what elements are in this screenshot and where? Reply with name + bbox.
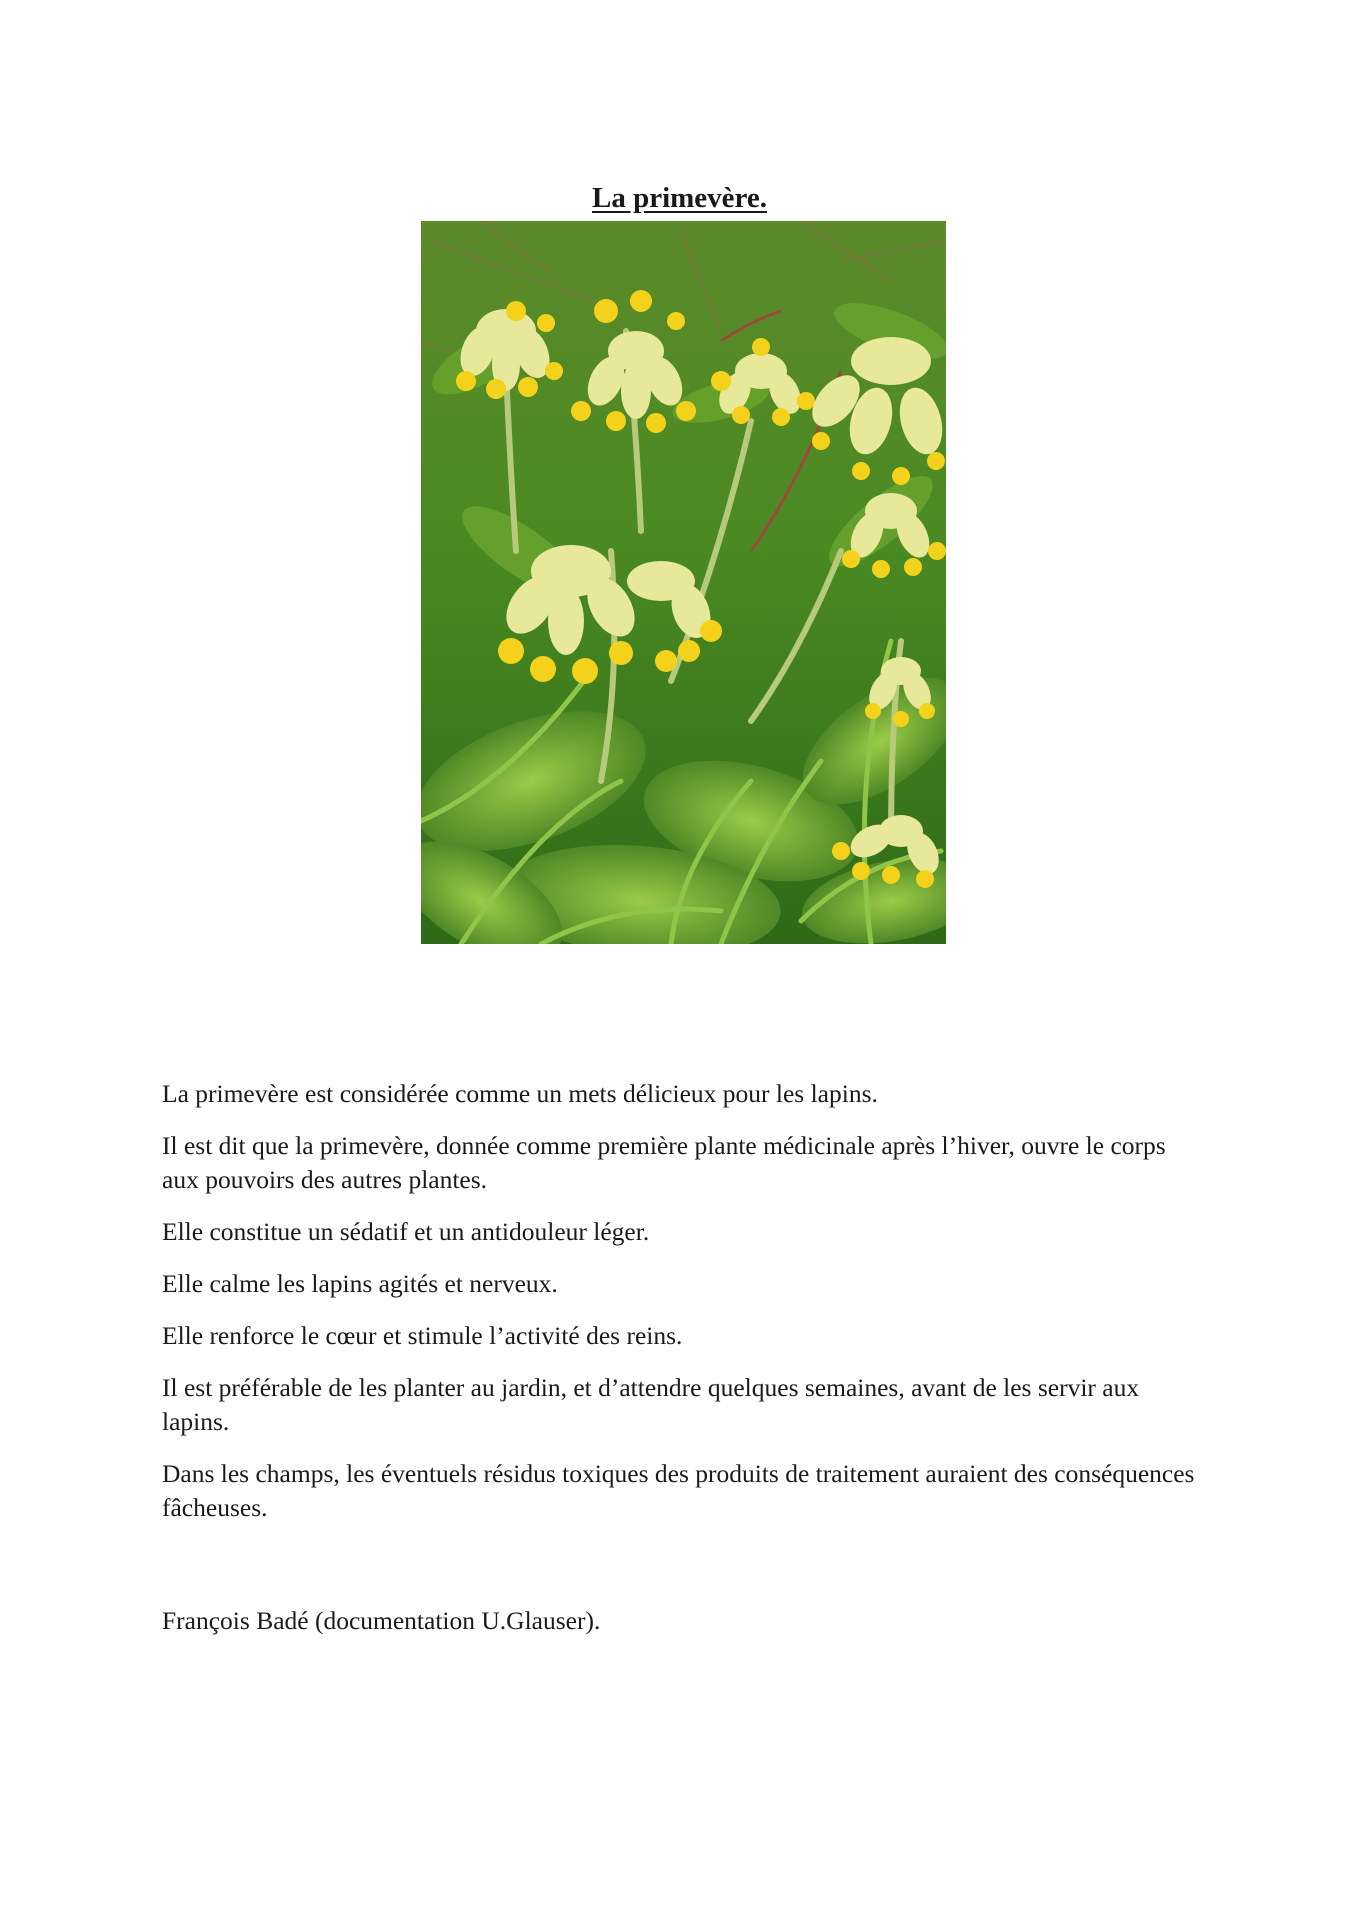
paragraph-2: Il est dit que la primevère, donnée comme première plante médicinale après l’hiver, ouvre le corps aux pouvoirs des autres plantes. (162, 1131, 1166, 1194)
primrose-photo (421, 221, 946, 944)
author-signature: François Badé (documentation U.Glauser). (162, 1606, 601, 1635)
paragraph-4: Elle calme les lapins agités et nerveux. (162, 1269, 558, 1298)
paragraph-3: Elle constitue un sédatif et un antidouleur léger. (162, 1217, 650, 1246)
paragraph-7: Dans les champs, les éventuels résidus toxiques des produits de traitement auraient des conséquences fâcheuses. (162, 1459, 1195, 1522)
paragraph-6: Il est préférable de les planter au jardin, et d’attendre quelques semaines, avant de les servir aux lapins. (162, 1373, 1140, 1436)
page-title: La primevère. (591, 182, 768, 215)
article-body (162, 1077, 1202, 1543)
primrose-illustration (421, 221, 946, 944)
paragraph-5: Elle renforce le cœur et stimule l’activité des reins. (162, 1321, 683, 1350)
paragraph-1: La primevère est considérée comme un mets délicieux pour les lapins. (162, 1079, 878, 1108)
